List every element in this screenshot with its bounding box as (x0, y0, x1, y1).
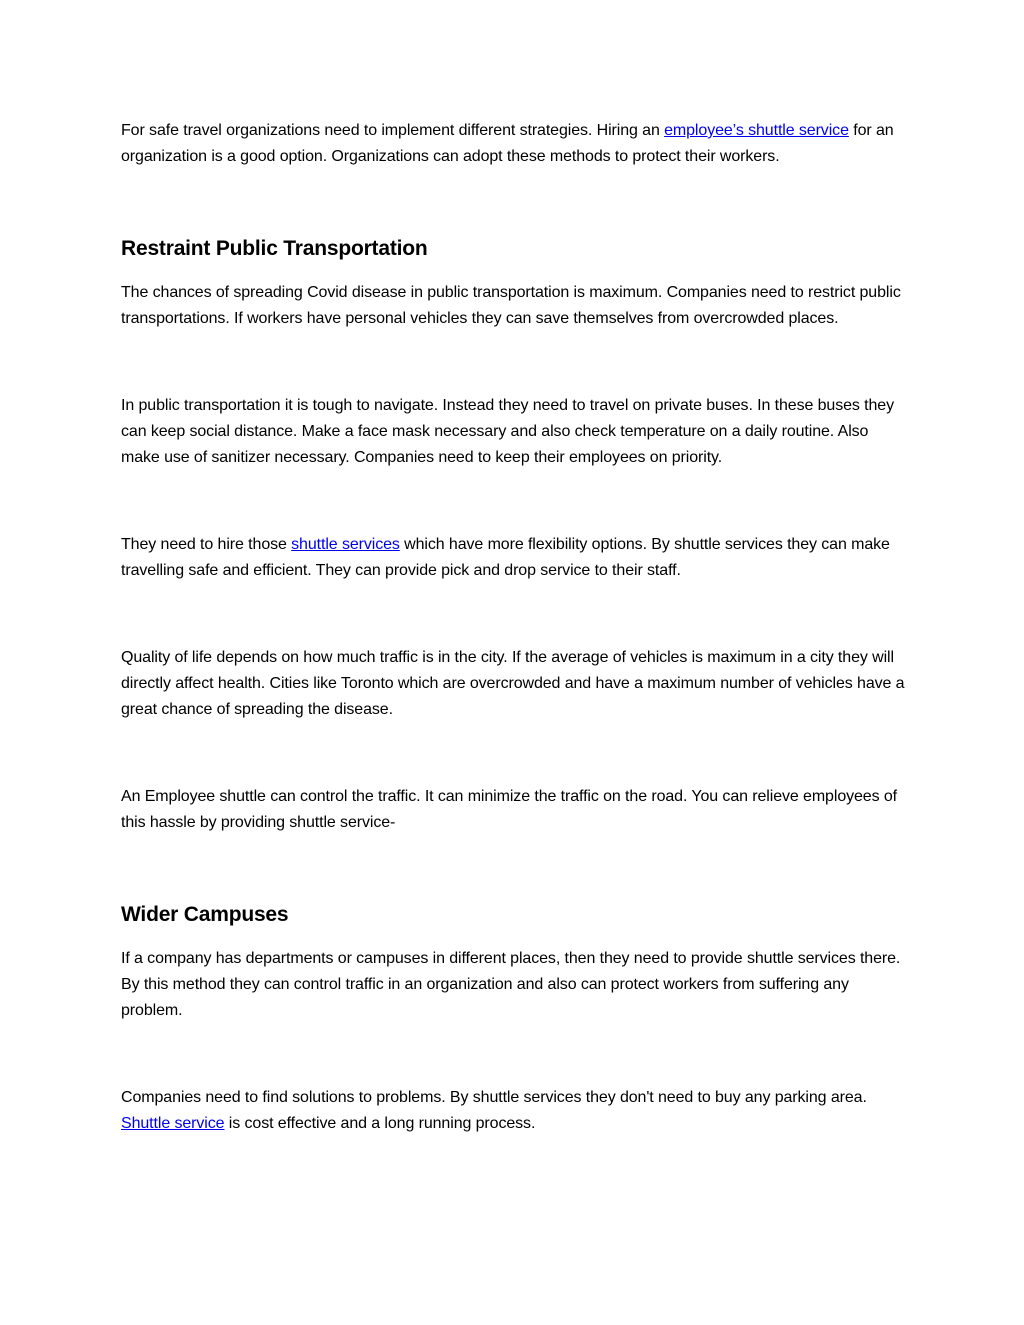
shuttle-service-link[interactable]: Shuttle service (121, 1115, 225, 1132)
paragraph-control-traffic: An Employee shuttle can control the traffic. It can minimize the traffic on the road. You can relieve employees of this hassle by providing shuttle service- (121, 788, 897, 831)
heading-restraint-public-transportation: Restraint Public Transportation (121, 237, 428, 260)
paragraph-private-buses: In public transportation it is tough to navigate. Instead they need to travel on private buses. In these buses they can keep social distance. Make a face mask necessary and also check temperature on a daily routine. Also make use of sanitizer necessary. Companies need to keep their employees on priority. (121, 397, 894, 466)
paragraph-hire-shuttle (121, 532, 911, 584)
paragraph-intro-text-end: for an organization is a good option. Organizations can adopt these methods to protect their workers. (121, 122, 894, 165)
paragraph-intro-text: For safe travel organizations need to implement different strategies. Hiring an (121, 122, 665, 139)
employee-shuttle-service-link[interactable]: employee’s shuttle service (664, 122, 849, 139)
paragraph-solutions-text: Companies need to find solutions to problems. By shuttle services they don't need to buy any parking area. (121, 1089, 867, 1106)
paragraph-public-transport-risk: The chances of spreading Covid disease in public transportation is maximum. Companies need to restrict public transportations. If workers have personal vehicles they can save themselves from overcrowded places. (121, 284, 901, 327)
paragraph-quality-of-life: Quality of life depends on how much traffic is in the city. If the average of vehicles is maximum in a city they will directly affect health. Cities like Toronto which are overcrowded and have a maximum number of vehicles have a great chance of spreading the disease. (121, 649, 905, 718)
paragraph-hire-shuttle-text: They need to hire those (121, 536, 292, 553)
paragraph-hire-shuttle-text-end: which have more flexibility options. By shuttle services they can make travelling safe and efficient. They can provide pick and drop service to their staff. (121, 536, 890, 579)
paragraph-solutions (121, 1085, 911, 1137)
paragraph-campuses: If a company has departments or campuses in different places, then they need to provide shuttle services there. By this method they can control traffic in an organization and also can protect workers from suffering any problem. (121, 950, 901, 1019)
paragraph-intro (121, 118, 911, 170)
document-body (121, 118, 911, 1137)
paragraph-solutions-text-end: is cost effective and a long running process. (224, 1115, 536, 1132)
heading-wider-campuses: Wider Campuses (121, 903, 289, 926)
shuttle-services-link[interactable]: shuttle services (291, 536, 400, 553)
